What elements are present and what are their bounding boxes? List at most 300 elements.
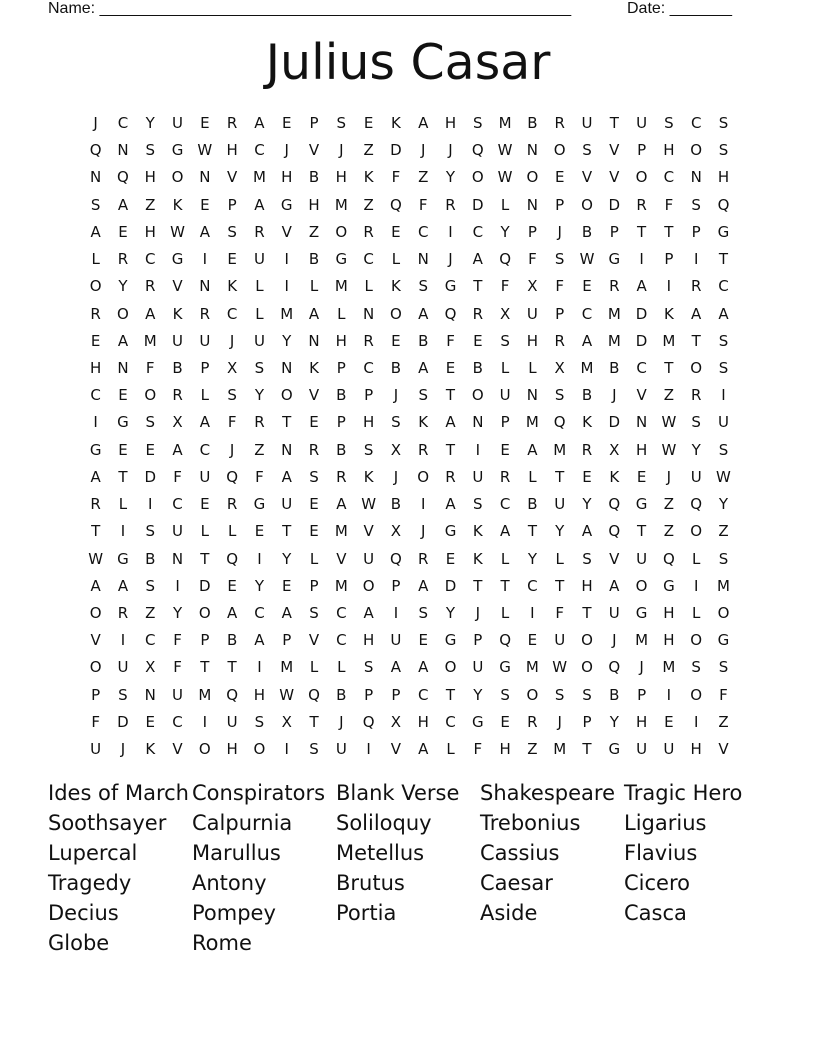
- grid-letter: A: [609, 576, 620, 595]
- grid-letter: Q: [608, 495, 621, 514]
- grid-letter: P: [91, 685, 101, 704]
- grid-letter: D: [635, 304, 648, 323]
- grid-letter: P: [473, 631, 483, 650]
- grid-letter: J: [557, 222, 562, 241]
- grid-letter: U: [226, 712, 238, 731]
- grid-letter: Y: [609, 712, 619, 731]
- grid-letter: R: [226, 495, 238, 514]
- grid-letter: Q: [471, 141, 484, 160]
- grid-letter: K: [227, 277, 238, 296]
- grid-letter: Y: [254, 576, 265, 595]
- grid-letter: M: [334, 195, 348, 214]
- grid-letter: P: [309, 114, 319, 132]
- grid-letter: U: [581, 114, 593, 132]
- grid-letter: Y: [254, 386, 265, 405]
- grid-letter: O: [635, 576, 648, 595]
- grid-letter: Z: [418, 168, 429, 187]
- grid-letter: U: [472, 658, 484, 677]
- grid-row: [82, 437, 737, 464]
- grid-letter: L: [500, 195, 510, 214]
- grid-letter: E: [118, 440, 128, 459]
- grid-letter: C: [172, 495, 183, 514]
- grid-letter: Q: [362, 712, 375, 731]
- grid-letter: U: [554, 495, 566, 514]
- grid-letter: E: [227, 250, 237, 269]
- grid-letter: S: [582, 141, 592, 160]
- grid-letter: O: [171, 168, 184, 187]
- grid-letter: L: [555, 549, 564, 568]
- grid-letter: Y: [500, 222, 510, 241]
- grid-letter: Z: [308, 222, 320, 241]
- grid-letter: Q: [226, 549, 239, 568]
- grid-row: [82, 654, 737, 681]
- grid-letter: Y: [282, 331, 292, 350]
- grid-letter: X: [390, 522, 402, 541]
- grid-letter: H: [663, 141, 675, 160]
- grid-letter: U: [335, 740, 347, 759]
- grid-letter: R: [336, 467, 347, 486]
- grid-letter: R: [417, 549, 429, 568]
- grid-letter: G: [89, 440, 102, 459]
- grid-letter: Z: [663, 386, 675, 405]
- grid-letter: W: [579, 250, 595, 269]
- grid-letter: L: [200, 386, 210, 405]
- grid-letter: V: [90, 631, 101, 650]
- grid-letter: T: [91, 522, 101, 541]
- grid-letter: O: [144, 386, 157, 405]
- grid-letter: B: [527, 114, 538, 132]
- grid-letter: M: [334, 277, 348, 296]
- grid-row: [82, 246, 737, 273]
- grid-letter: S: [145, 522, 155, 541]
- grid-letter: T: [718, 250, 729, 269]
- grid-letter: A: [117, 195, 129, 214]
- grid-letter: H: [308, 195, 320, 214]
- grid-letter: B: [308, 250, 320, 269]
- grid-letter: P: [691, 222, 701, 241]
- grid-letter: G: [499, 658, 511, 677]
- grid-letter: U: [253, 331, 265, 350]
- grid-letter: S: [582, 685, 592, 704]
- grid-letter: S: [363, 658, 374, 677]
- grid-letter: E: [200, 114, 210, 132]
- grid-letter: N: [281, 440, 293, 459]
- grid-letter: M: [280, 304, 294, 323]
- grid-letter: A: [254, 114, 265, 132]
- grid-letter: F: [719, 685, 728, 704]
- grid-letter: X: [609, 440, 620, 459]
- grid-letter: Z: [718, 712, 729, 731]
- word-bank-item: Soliloquy: [336, 811, 432, 835]
- grid-letter: C: [363, 250, 374, 269]
- grid-letter: R: [554, 331, 565, 350]
- grid-letter: J: [420, 522, 426, 541]
- grid-letter: I: [666, 685, 672, 704]
- grid-letter: K: [390, 114, 401, 132]
- grid-letter: Y: [555, 522, 565, 541]
- grid-letter: X: [226, 358, 238, 377]
- grid-letter: E: [118, 222, 128, 241]
- grid-letter: N: [526, 195, 539, 214]
- grid-letter: Y: [473, 685, 483, 704]
- grid-letter: L: [309, 549, 319, 568]
- grid-letter: C: [199, 440, 211, 459]
- grid-letter: N: [281, 358, 293, 377]
- grid-letter: B: [581, 386, 593, 405]
- grid-letter: A: [117, 331, 129, 350]
- grid-letter: E: [145, 712, 155, 731]
- grid-letter: M: [717, 576, 730, 595]
- grid-letter: U: [499, 386, 511, 405]
- grid-letter: E: [309, 495, 319, 514]
- grid-letter: J: [639, 658, 644, 677]
- name-field-label: Name: _____________________________________________________: [48, 0, 572, 17]
- grid-letter: U: [172, 114, 184, 132]
- grid-letter: R: [499, 467, 511, 486]
- grid-letter: X: [390, 440, 402, 459]
- grid-letter: H: [144, 222, 156, 241]
- grid-letter: B: [609, 685, 620, 704]
- grid-letter: S: [418, 277, 428, 296]
- grid-letter: R: [308, 440, 320, 459]
- grid-letter: N: [308, 331, 320, 350]
- grid-letter: N: [417, 250, 429, 269]
- grid-letter: V: [636, 386, 647, 405]
- grid-letter: L: [337, 304, 346, 323]
- grid-letter: J: [120, 740, 126, 759]
- grid-row: [82, 709, 737, 736]
- grid-letter: K: [172, 195, 183, 214]
- grid-letter: I: [120, 631, 126, 650]
- grid-letter: C: [90, 386, 101, 405]
- grid-letter: K: [609, 467, 620, 486]
- grid-letter: T: [445, 386, 456, 405]
- grid-letter: V: [172, 277, 183, 296]
- grid-letter: F: [145, 358, 155, 377]
- grid-letter: S: [391, 413, 401, 432]
- grid-letter: H: [335, 168, 347, 187]
- grid-letter: X: [390, 712, 402, 731]
- grid-letter: S: [691, 658, 701, 677]
- grid-letter: A: [691, 304, 702, 323]
- grid-letter: Q: [690, 495, 703, 514]
- grid-letter: R: [90, 495, 101, 514]
- grid-letter: E: [500, 712, 510, 731]
- grid-letter: U: [172, 685, 184, 704]
- grid-letter: F: [255, 467, 264, 486]
- grid-letter: T: [200, 658, 210, 677]
- grid-letter: F: [418, 195, 428, 214]
- word-bank-item: Cassius: [480, 841, 560, 865]
- grid-letter: P: [336, 358, 346, 377]
- grid-letter: O: [198, 740, 211, 759]
- grid-letter: Y: [145, 114, 155, 132]
- grid-letter: L: [500, 549, 510, 568]
- grid-letter: S: [254, 712, 265, 731]
- grid-letter: Q: [89, 141, 102, 160]
- grid-letter: K: [390, 277, 401, 296]
- grid-letter: N: [117, 141, 129, 160]
- grid-row: [82, 736, 737, 763]
- word-bank-item: Brutus: [336, 871, 405, 895]
- grid-letter: O: [553, 141, 566, 160]
- grid-letter: D: [444, 576, 457, 595]
- grid-letter: A: [418, 358, 429, 377]
- grid-letter: I: [284, 250, 289, 269]
- grid-letter: T: [582, 603, 592, 622]
- grid-letter: I: [148, 495, 153, 514]
- grid-letter: G: [280, 195, 293, 214]
- grid-letter: A: [445, 495, 456, 514]
- grid-letter: I: [448, 222, 453, 241]
- grid-letter: F: [173, 658, 182, 677]
- grid-letter: B: [609, 358, 620, 377]
- grid-letter: P: [364, 685, 374, 704]
- grid-letter: O: [280, 386, 293, 405]
- grid-letter: H: [417, 712, 429, 731]
- grid-letter: T: [691, 331, 701, 350]
- grid-letter: W: [497, 168, 513, 187]
- grid-letter: Y: [527, 549, 537, 568]
- grid-letter: H: [635, 712, 648, 731]
- grid-letter: K: [363, 168, 374, 187]
- grid-letter: M: [553, 440, 567, 459]
- word-bank-item: Cicero: [624, 871, 690, 895]
- grid-letter: W: [552, 658, 568, 677]
- grid-letter: O: [89, 658, 102, 677]
- grid-letter: O: [444, 658, 457, 677]
- grid-letter: C: [663, 168, 675, 187]
- grid-letter: A: [718, 304, 729, 323]
- grid-letter: H: [362, 413, 375, 432]
- grid-letter: P: [555, 304, 565, 323]
- grid-letter: J: [612, 386, 617, 405]
- grid-letter: L: [309, 277, 319, 296]
- grid-row: [82, 518, 737, 545]
- grid-letter: O: [117, 304, 129, 323]
- grid-letter: E: [445, 549, 456, 568]
- grid-letter: O: [581, 631, 593, 650]
- grid-letter: G: [171, 250, 184, 269]
- grid-letter: G: [663, 576, 675, 595]
- word-bank-item: Tragedy: [48, 871, 132, 895]
- grid-letter: W: [197, 141, 213, 160]
- grid-letter: N: [363, 304, 375, 323]
- grid-letter: E: [445, 358, 456, 377]
- word-bank-item: Casca: [624, 901, 687, 925]
- grid-letter: U: [117, 658, 129, 677]
- grid-letter: Q: [117, 168, 129, 187]
- grid-letter: E: [391, 331, 401, 350]
- grid-letter: H: [499, 740, 511, 759]
- grid-letter: J: [339, 712, 344, 731]
- grid-letter: C: [472, 222, 484, 241]
- grid-letter: A: [117, 576, 129, 595]
- grid-letter: I: [666, 277, 672, 296]
- grid-row: [82, 464, 737, 491]
- grid-letter: G: [608, 740, 621, 759]
- grid-letter: I: [202, 250, 208, 269]
- grid-letter: F: [528, 250, 537, 269]
- grid-letter: S: [718, 658, 729, 677]
- grid-letter: Z: [718, 522, 729, 541]
- grid-letter: B: [145, 549, 156, 568]
- grid-letter: I: [284, 277, 289, 296]
- grid-row: [82, 355, 737, 382]
- grid-letter: E: [281, 114, 292, 132]
- grid-letter: T: [527, 522, 537, 541]
- grid-letter: S: [254, 358, 265, 377]
- word-bank-item: Trebonius: [480, 811, 581, 835]
- grid-letter: P: [527, 222, 537, 241]
- grid-letter: N: [635, 413, 648, 432]
- grid-letter: P: [609, 222, 619, 241]
- grid-letter: I: [93, 413, 98, 432]
- grid-letter: P: [582, 712, 592, 731]
- grid-letter: V: [609, 549, 620, 568]
- grid-letter: R: [581, 440, 593, 459]
- grid-letter: P: [500, 413, 510, 432]
- grid-letter: T: [309, 712, 319, 731]
- grid-letter: G: [117, 413, 129, 432]
- grid-letter: R: [636, 195, 647, 214]
- grid-letter: V: [581, 168, 593, 187]
- grid-letter: I: [420, 495, 426, 514]
- grid-letter: Q: [390, 195, 402, 214]
- grid-row: [82, 382, 737, 409]
- grid-letter: V: [609, 168, 620, 187]
- grid-letter: H: [663, 631, 675, 650]
- grid-letter: E: [391, 222, 401, 241]
- grid-letter: T: [555, 576, 565, 595]
- grid-letter: O: [581, 195, 593, 214]
- grid-letter: B: [581, 222, 593, 241]
- grid-letter: K: [145, 740, 156, 759]
- word-bank-item: Rome: [192, 931, 252, 955]
- word-bank-item: Lupercal: [48, 841, 138, 865]
- grid-letter: F: [500, 277, 510, 296]
- grid-letter: X: [172, 413, 183, 432]
- grid-letter: C: [417, 222, 429, 241]
- grid-letter: Y: [691, 440, 701, 459]
- grid-letter: M: [607, 304, 621, 323]
- grid-letter: W: [170, 222, 185, 241]
- grid-letter: U: [554, 631, 566, 650]
- grid-letter: M: [525, 658, 539, 677]
- grid-row: [82, 491, 737, 518]
- grid-letter: C: [718, 277, 729, 296]
- grid-letter: S: [554, 386, 565, 405]
- grid-letter: H: [526, 331, 539, 350]
- grid-letter: V: [172, 740, 183, 759]
- grid-letter: V: [308, 141, 320, 160]
- grid-letter: L: [255, 304, 264, 323]
- grid-letter: S: [118, 685, 128, 704]
- grid-letter: A: [418, 658, 429, 677]
- grid-letter: B: [336, 386, 347, 405]
- grid-letter: D: [199, 576, 211, 595]
- grid-letter: B: [336, 440, 347, 459]
- grid-letter: C: [226, 304, 238, 323]
- grid-letter: V: [363, 522, 374, 541]
- grid-letter: C: [336, 603, 347, 622]
- grid-letter: W: [279, 685, 295, 704]
- grid-letter: V: [336, 549, 347, 568]
- grid-letter: A: [472, 250, 483, 269]
- grid-letter: A: [199, 413, 210, 432]
- grid-letter: T: [227, 658, 237, 677]
- grid-letter: B: [336, 685, 347, 704]
- grid-letter: R: [690, 277, 702, 296]
- grid-letter: J: [557, 712, 562, 731]
- grid-letter: K: [472, 522, 483, 541]
- grid-row: [82, 137, 737, 164]
- grid-letter: L: [692, 549, 701, 568]
- grid-letter: U: [172, 522, 184, 541]
- grid-letter: K: [172, 304, 183, 323]
- grid-letter: X: [499, 304, 511, 323]
- grid-letter: S: [418, 603, 428, 622]
- grid-letter: C: [172, 712, 183, 731]
- grid-letter: E: [363, 114, 374, 132]
- grid-letter: Y: [445, 603, 456, 622]
- grid-letter: E: [200, 495, 210, 514]
- grid-letter: Q: [499, 250, 511, 269]
- grid-letter: J: [93, 114, 98, 132]
- grid-letter: L: [91, 250, 100, 269]
- grid-letter: R: [254, 222, 265, 241]
- grid-letter: Y: [582, 495, 592, 514]
- grid-letter: S: [500, 331, 510, 350]
- grid-letter: J: [393, 467, 399, 486]
- grid-letter: S: [309, 467, 319, 486]
- grid-letter: S: [227, 222, 237, 241]
- grid-letter: E: [473, 331, 483, 350]
- grid-letter: F: [391, 168, 401, 187]
- grid-row: [82, 273, 737, 300]
- grid-letter: O: [690, 685, 703, 704]
- grid-letter: M: [280, 658, 294, 677]
- grid-letter: P: [391, 685, 401, 704]
- grid-letter: J: [420, 141, 426, 160]
- grid-letter: V: [308, 386, 320, 405]
- grid-letter: U: [636, 114, 648, 132]
- grid-letter: M: [635, 631, 649, 650]
- grid-letter: P: [364, 386, 374, 405]
- grid-letter: X: [554, 358, 565, 377]
- grid-letter: Q: [662, 549, 675, 568]
- grid-letter: D: [635, 331, 648, 350]
- grid-letter: A: [581, 522, 593, 541]
- grid-letter: R: [363, 222, 374, 241]
- grid-letter: J: [448, 141, 453, 160]
- grid-letter: S: [718, 141, 729, 160]
- grid-letter: U: [281, 495, 293, 514]
- grid-letter: S: [554, 250, 565, 269]
- grid-letter: T: [473, 576, 483, 595]
- grid-letter: A: [499, 522, 511, 541]
- grid-letter: E: [636, 467, 647, 486]
- grid-letter: Z: [254, 440, 265, 459]
- grid-letter: L: [446, 740, 455, 759]
- word-bank-item: Conspirators: [192, 781, 326, 805]
- grid-letter: N: [171, 549, 184, 568]
- grid-letter: U: [172, 331, 184, 350]
- grid-letter: G: [608, 250, 621, 269]
- grid-letter: O: [471, 168, 484, 187]
- grid-letter: E: [281, 576, 292, 595]
- grid-letter: J: [229, 331, 235, 350]
